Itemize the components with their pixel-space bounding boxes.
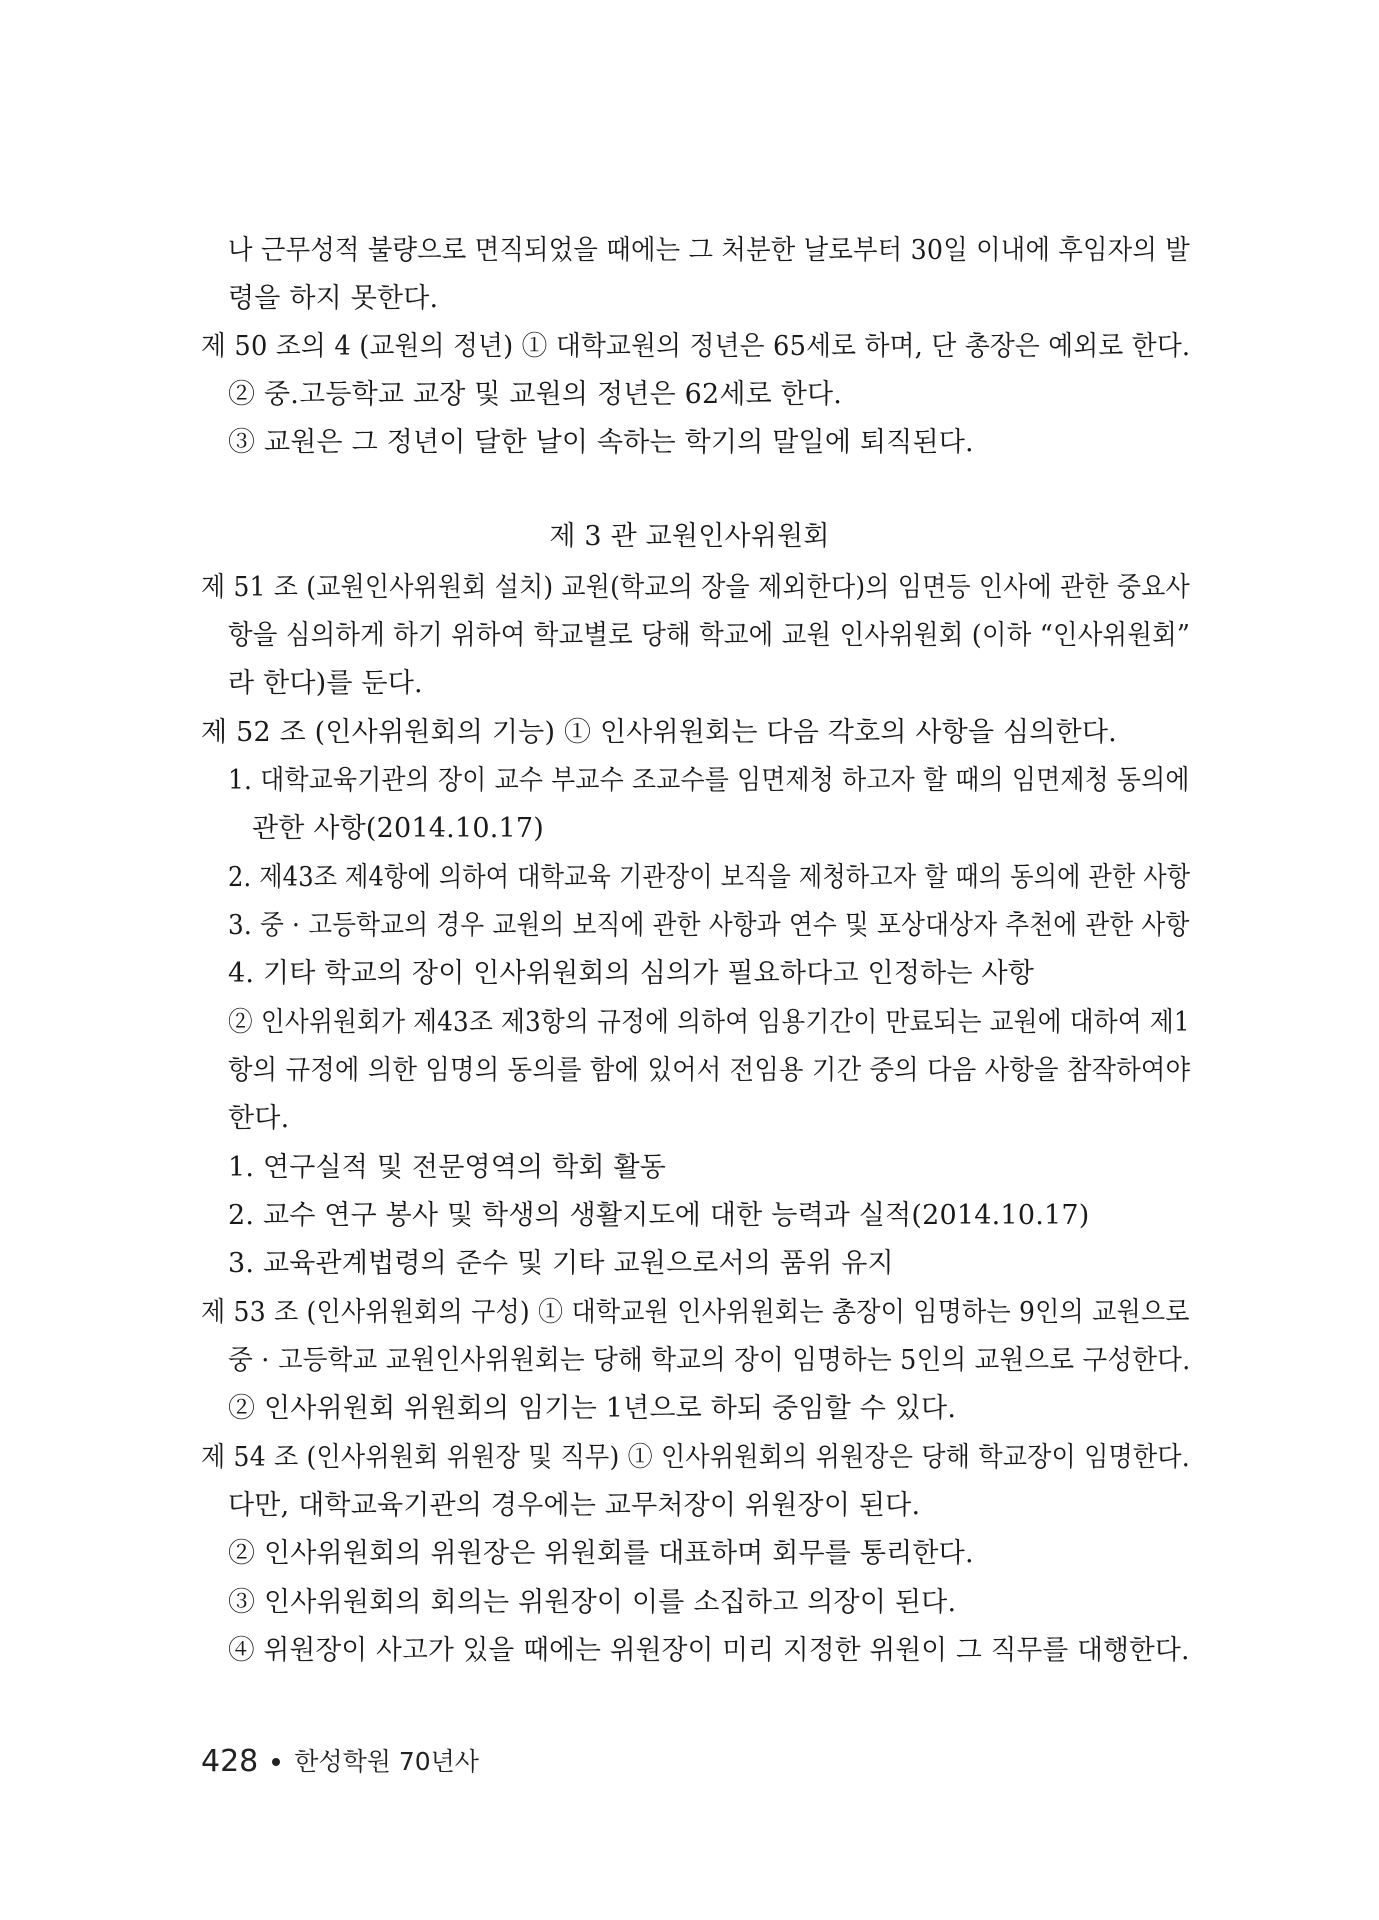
text-line: ③ 인사위원회의 회의는 위원장이 이를 소집하고 의장이 된다. bbox=[228, 1587, 957, 1618]
text-line: 항의 규정에 의한 임명의 동의를 함에 있어서 전임용 기간 중의 다음 사항을 참작하여야 bbox=[228, 1055, 1191, 1086]
text-line: ④ 위원장이 사고가 있을 때에는 위원장이 미리 지정한 위원이 그 직무를 대행한다. bbox=[228, 1635, 1190, 1666]
text-line: 한다. bbox=[228, 1103, 290, 1134]
text-line: 라 한다)를 둔다. bbox=[228, 668, 423, 699]
text-line: 나 근무성적 불량으로 면직되었을 때에는 그 처분한 날로부터 30일 이내에 후임자의 발 bbox=[228, 235, 1190, 266]
text-line: ② 중.고등학교 교장 및 교원의 정년은 62세로 한다. bbox=[228, 379, 843, 410]
list-item: 2. 교수 연구 봉사 및 학생의 생활지도에 대한 능력과 실적(2014.10.17) bbox=[228, 1200, 1090, 1231]
page-number: 428 bbox=[201, 1744, 259, 1779]
list-item: 1. 대학교육기관의 장이 교수 부교수 조교수를 임면제청 하고자 할 때의 임면제청 동의에 bbox=[228, 765, 1190, 796]
list-item: 2. 제43조 제4항에 의하여 대학교육 기관장이 보직을 제청하고자 할 때의 동의에 관한 사항 bbox=[228, 862, 1191, 893]
text-line: 중 · 고등학교 교원인사위원회는 당해 학교의 장이 임명하는 5인의 교원으로 구성한다. bbox=[228, 1345, 1191, 1376]
text-line: ② 인사위원회가 제43조 제3항의 규정에 의하여 임용기간이 만료되는 교원에 대하여 제1 bbox=[228, 1007, 1190, 1038]
section-heading: 제 3 관 교원인사위원회 bbox=[549, 521, 830, 552]
list-item: 4. 기타 학교의 장이 인사위원회의 심의가 필요하다고 인정하는 사항 bbox=[228, 958, 1035, 989]
list-item: 1. 연구실적 및 전문영역의 학회 활동 bbox=[228, 1152, 667, 1183]
list-item: 3. 교육관계법령의 준수 및 기타 교원으로서의 품위 유지 bbox=[228, 1248, 894, 1279]
text-line: ② 인사위원회의 위원장은 위원회를 대표하며 회무를 통리한다. bbox=[228, 1538, 974, 1569]
text-line: 항을 심의하게 하기 위하여 학교별로 당해 학교에 교원 인사위원회 (이하 “인사위원회” bbox=[228, 620, 1191, 651]
article-50-4: 제 50 조의 4 (교원의 정년) ① 대학교원의 정년은 65세로 하며, 단 총장은 예외로 한다. bbox=[201, 331, 1191, 362]
article-52: 제 52 조 (인사위원회의 기능) ① 인사위원회는 다음 각호의 사항을 심의한다. bbox=[201, 717, 1117, 748]
text-line: 다만, 대학교육기관의 경우에는 교무처장이 위원장이 된다. bbox=[228, 1490, 921, 1521]
article-51: 제 51 조 (교원인사위원회 설치) 교원(학교의 장을 제외한다)의 임면등 인사에 관한 중요사 bbox=[201, 572, 1190, 603]
text-line: 령을 하지 못한다. bbox=[228, 283, 439, 314]
article-54: 제 54 조 (인사위원회 위원장 및 직무) ① 인사위원회의 위원장은 당해 학교장이 임명한다. bbox=[201, 1442, 1190, 1473]
article-53: 제 53 조 (인사위원회의 구성) ① 대학교원 인사위원회는 총장이 임명하는 9인의 교원으로 bbox=[201, 1297, 1190, 1328]
text-line: ② 인사위원회 위원회의 임기는 1년으로 하되 중임할 수 있다. bbox=[228, 1393, 957, 1424]
bullet-dot-icon bbox=[272, 1758, 280, 1766]
page-footer bbox=[201, 1745, 479, 1779]
book-title: 한성학원 70년사 bbox=[294, 1747, 479, 1776]
list-item: 3. 중 · 고등학교의 경우 교원의 보직에 관한 사항과 연수 및 포상대상자 추천에 관한 사항 bbox=[228, 910, 1190, 941]
text-line: ③ 교원은 그 정년이 달한 날이 속하는 학기의 말일에 퇴직된다. bbox=[228, 427, 974, 458]
text-line: 관한 사항(2014.10.17) bbox=[252, 813, 544, 844]
